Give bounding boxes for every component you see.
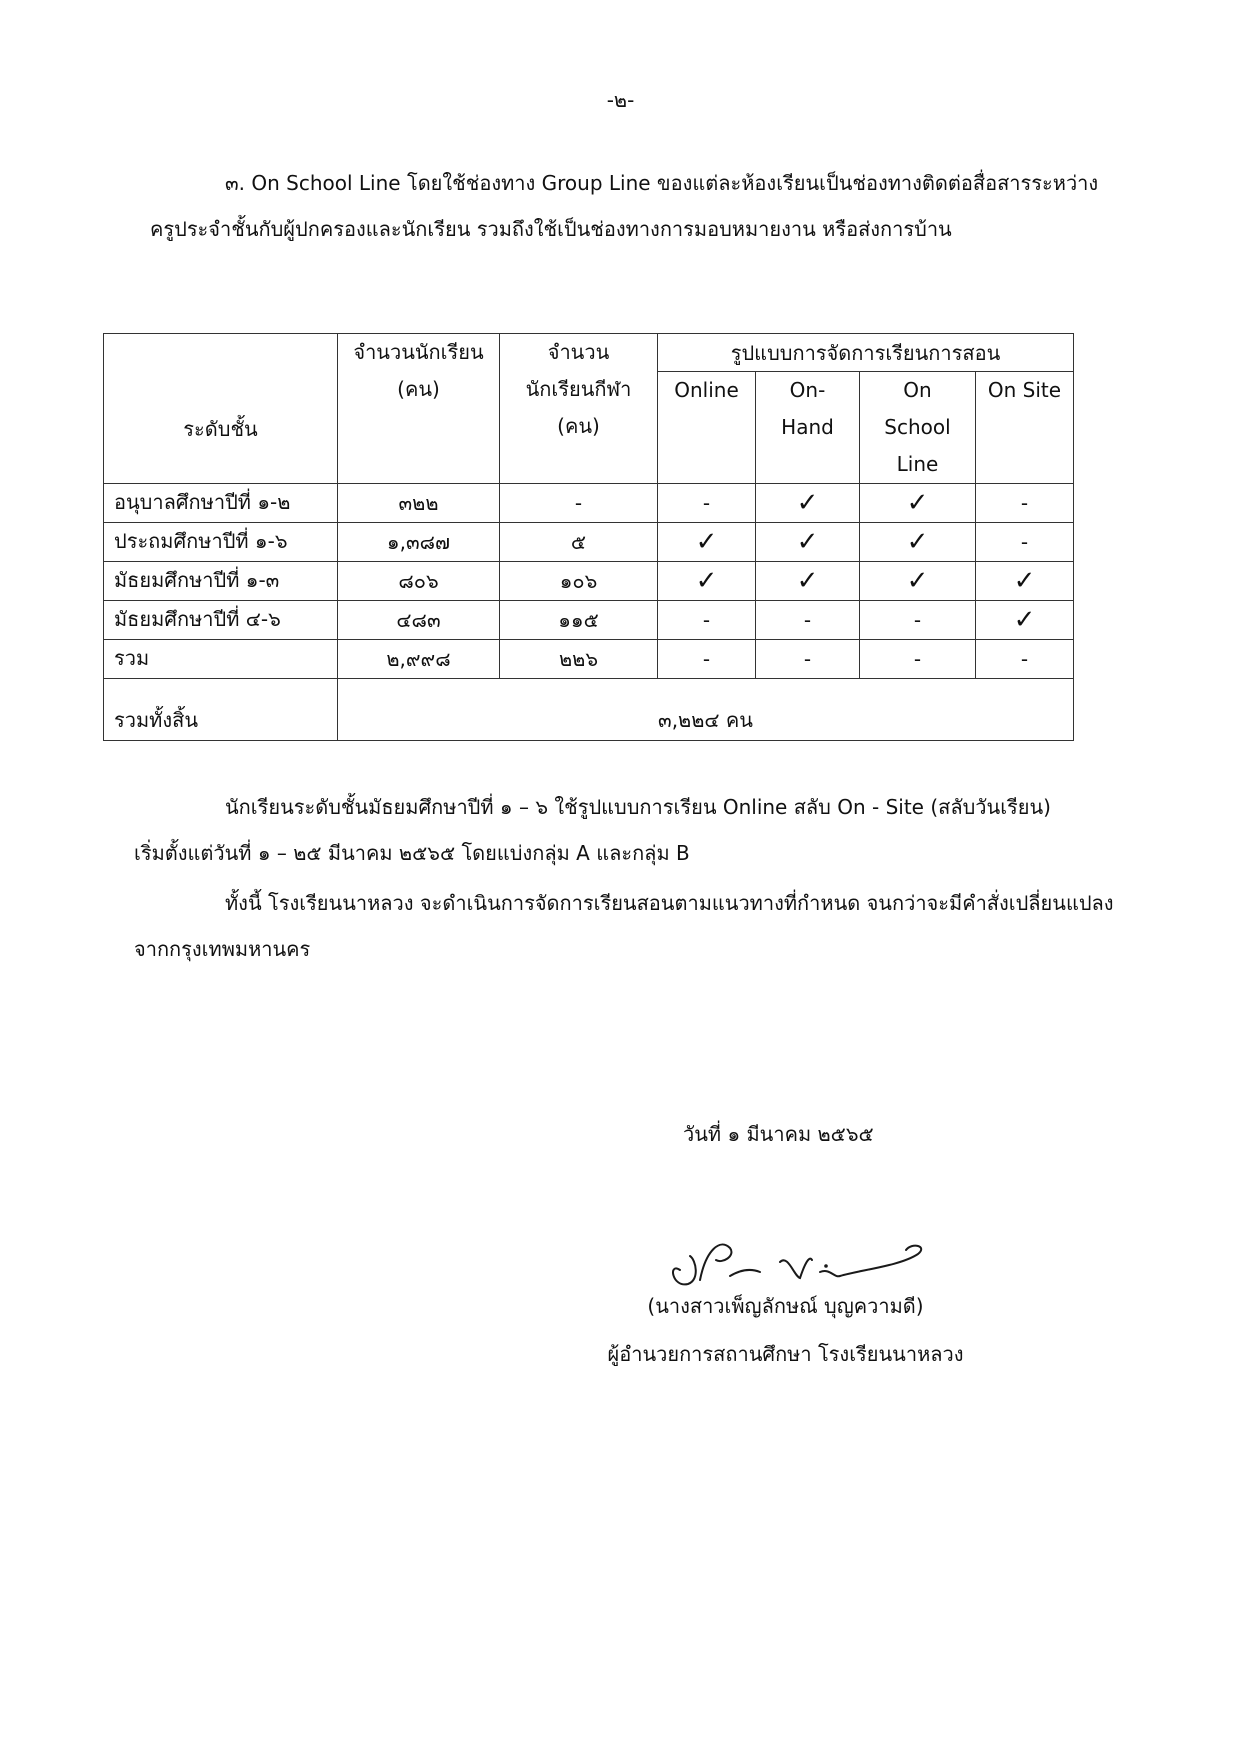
row-online: - xyxy=(658,601,756,640)
row-athletes: ๑๐๖ xyxy=(500,562,658,601)
row-students: ๒,๙๙๘ xyxy=(338,640,500,679)
check-icon: ✓ xyxy=(695,527,718,557)
row-onhand: - xyxy=(756,640,860,679)
check-icon: ✓ xyxy=(796,488,819,518)
check-icon: ✓ xyxy=(796,527,819,557)
row-athletes: ๑๑๕ xyxy=(500,601,658,640)
row-students: ๑,๓๘๗ xyxy=(338,523,500,562)
header-online: Online xyxy=(658,372,756,484)
row-students: ๔๘๓ xyxy=(338,601,500,640)
row-students: ๓๒๒ xyxy=(338,484,500,523)
row-level: มัธยมศึกษาปีที่ ๔-๖ xyxy=(104,601,338,640)
paragraph-1-line-2: ครูประจำชั้นกับผู้ปกครองและนักเรียน รวมถึงใช้เป็นช่องทางการมอบหมายงาน หรือส่งการบ้าน xyxy=(150,217,952,241)
signer-name: (นางสาวเพ็ญลักษณ์ บุญความดี) xyxy=(647,1294,924,1318)
table-row-grand-total xyxy=(104,679,1074,741)
check-icon: ✓ xyxy=(1013,605,1036,635)
page-number: -๒- xyxy=(606,88,635,112)
signer-position: ผู้อำนวยการสถานศึกษา โรงเรียนนาหลวง xyxy=(607,1342,964,1366)
table-row xyxy=(104,601,1074,640)
enrollment-table xyxy=(103,333,1074,741)
paragraph-1-line-1: ๓. On School Line โดยใช้ช่องทาง Group Line ของแต่ละห้องเรียนเป็นช่องทางติดต่อสื่อสารระหว่าง xyxy=(225,171,1099,195)
check-icon: ✓ xyxy=(1013,566,1036,596)
row-athletes: - xyxy=(500,484,658,523)
signature-image xyxy=(660,1220,960,1300)
row-onsite: - xyxy=(976,523,1074,562)
row-athletes: ๕ xyxy=(500,523,658,562)
row-onsite: - xyxy=(976,484,1074,523)
row-students: ๘๐๖ xyxy=(338,562,500,601)
document-date: วันที่ ๑ มีนาคม ๒๕๖๕ xyxy=(683,1122,874,1146)
paragraph-3-line-2: จากกรุงเทพมหานคร xyxy=(134,937,311,961)
paragraph-2-line-2: เริ่มตั้งแต่วันที่ ๑ – ๒๕ มีนาคม ๒๕๖๕ โดยแบ่งกลุ่ม A และกลุ่ม B xyxy=(134,841,690,865)
table-row-total xyxy=(104,640,1074,679)
header-level: ระดับชั้น xyxy=(104,334,338,484)
check-icon: ✓ xyxy=(906,527,929,557)
row-onhand: - xyxy=(756,601,860,640)
header-onschool-line: On School Line xyxy=(860,372,976,484)
row-online: - xyxy=(658,640,756,679)
check-icon: ✓ xyxy=(796,566,819,596)
row-athletes: ๒๒๖ xyxy=(500,640,658,679)
table-row xyxy=(104,562,1074,601)
table-row xyxy=(104,484,1074,523)
check-icon: ✓ xyxy=(906,488,929,518)
row-level: ประถมศึกษาปีที่ ๑-๖ xyxy=(104,523,338,562)
row-level: รวม xyxy=(104,640,338,679)
grand-total-value: ๓,๒๒๔ คน xyxy=(338,679,1074,741)
row-level: อนุบาลศึกษาปีที่ ๑-๒ xyxy=(104,484,338,523)
header-onhand: On- Hand xyxy=(756,372,860,484)
row-level: มัธยมศึกษาปีที่ ๑-๓ xyxy=(104,562,338,601)
header-onsite: On Site xyxy=(976,372,1074,484)
row-onsite: - xyxy=(976,640,1074,679)
header-students: จำนวนนักเรียน (คน) xyxy=(338,334,500,484)
grand-total-label: รวมทั้งสิ้น xyxy=(104,679,338,741)
check-icon: ✓ xyxy=(906,566,929,596)
check-icon: ✓ xyxy=(695,566,718,596)
table-row xyxy=(104,523,1074,562)
paragraph-3-line-1: ทั้งนี้ โรงเรียนนาหลวง จะดำเนินการจัดการเรียนสอนตามแนวทางที่กำหนด จนกว่าจะมีคำสั่งเปลี่ยนแปลง xyxy=(225,891,1114,915)
header-athletes: จำนวน นักเรียนกีฬา (คน) xyxy=(500,334,658,484)
row-onschool: - xyxy=(860,601,976,640)
row-online: - xyxy=(658,484,756,523)
row-onschool: - xyxy=(860,640,976,679)
paragraph-2-line-1: นักเรียนระดับชั้นมัธยมศึกษาปีที่ ๑ – ๖ ใช้รูปแบบการเรียน Online สลับ On - Site (สลับวันเรียน) xyxy=(225,795,1051,819)
header-format-group: รูปแบบการจัดการเรียนการสอน xyxy=(658,334,1074,372)
